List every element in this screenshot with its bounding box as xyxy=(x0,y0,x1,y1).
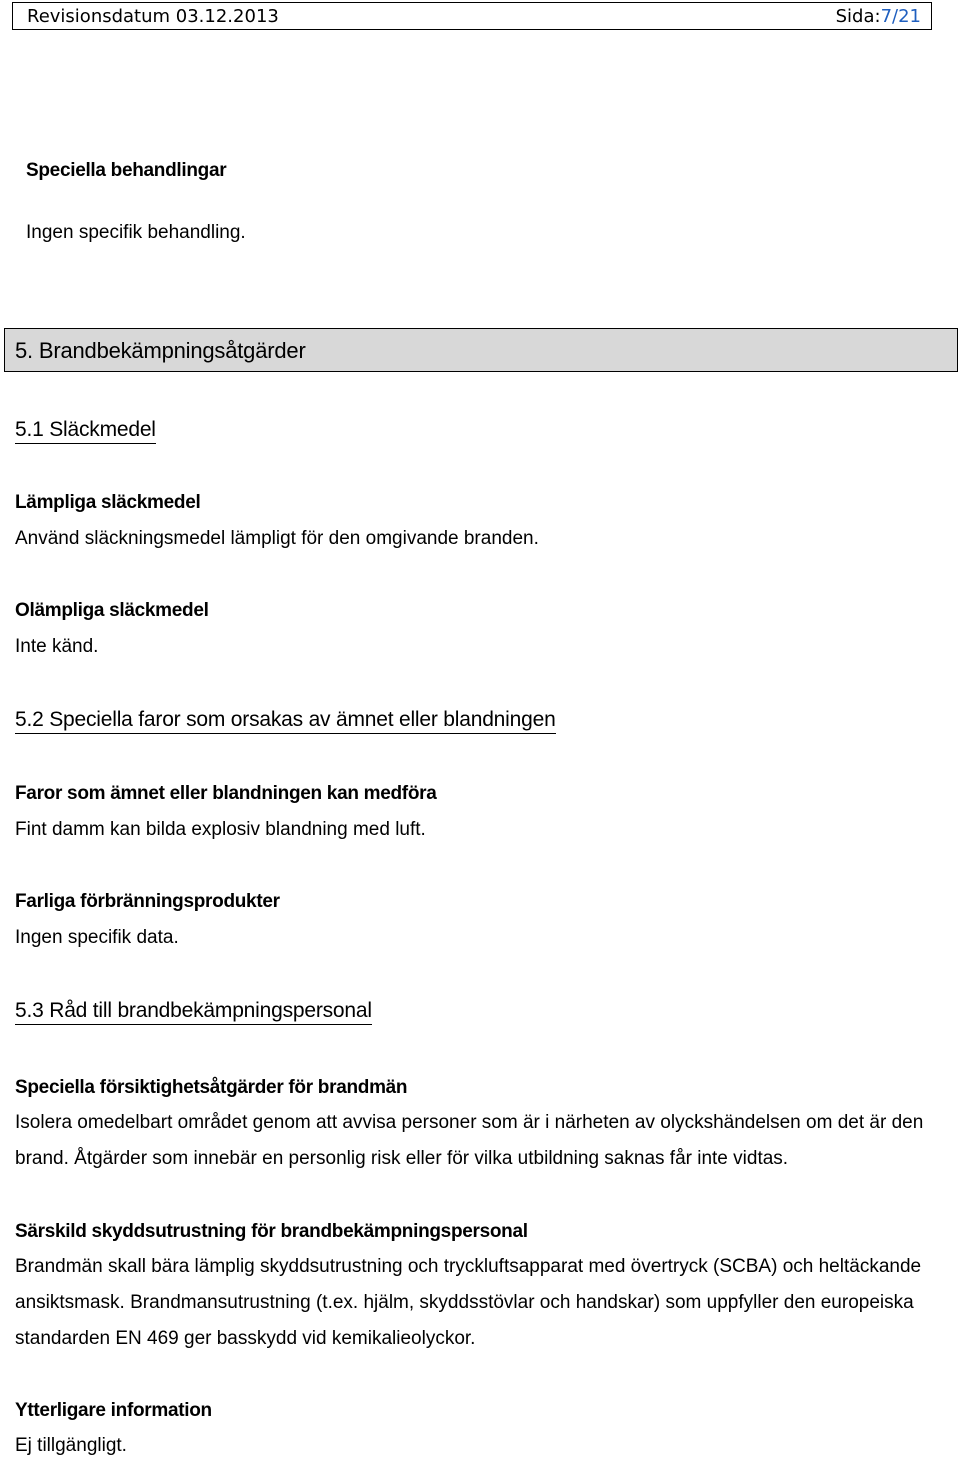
revision-date: Revisionsdatum 03.12.2013 xyxy=(27,6,279,27)
unsuitable-media-heading: Olämpliga släckmedel xyxy=(15,600,209,621)
further-info-text: Ej tillgängligt. xyxy=(15,1435,127,1456)
page-header xyxy=(12,2,932,30)
section-5-1-title-text: 5.1 Släckmedel xyxy=(15,418,156,444)
combustion-products-heading: Farliga förbränningsprodukter xyxy=(15,891,280,912)
section-5-2-title-text: 5.2 Speciella faror som orsakas av ämnet eller blandningen xyxy=(15,708,556,734)
hazards-heading: Faror som ämnet eller blandningen kan medföra xyxy=(15,783,437,804)
section-5-title: 5. Brandbekämpningsåtgärder xyxy=(15,338,306,363)
protective-equipment-text: Brandmän skall bära lämplig skyddsutrustning och tryckluftsapparat med övertryck (SCBA) och heltäckande ansiktsmask. Brandmansutrustning (t.ex. hjälm, skyddsstövlar och handskar) som uppfyller den europeiska standarden EN 469 ger basskydd vid kemikalieolyckor. xyxy=(15,1256,922,1349)
special-handling-text: Ingen specifik behandling. xyxy=(26,222,246,243)
suitable-media-text: Använd släckningsmedel lämpligt för den omgivande branden. xyxy=(15,528,539,549)
further-info-heading: Ytterligare information xyxy=(15,1400,212,1421)
hazards-text: Fint damm kan bilda explosiv blandning med luft. xyxy=(15,819,426,840)
page-number: 7/21 xyxy=(880,6,921,27)
section-5-3-title xyxy=(15,998,372,1024)
section-5-bar xyxy=(4,328,958,372)
special-handling-heading: Speciella behandlingar xyxy=(26,160,227,181)
combustion-products-text: Ingen specifik data. xyxy=(15,927,179,948)
precautions-heading: Speciella försiktighetsåtgärder för brandmän xyxy=(15,1077,408,1098)
protective-equipment-heading: Särskild skyddsutrustning för brandbekämpningspersonal xyxy=(15,1221,528,1242)
page-label: Sida: xyxy=(835,6,881,27)
section-5-3-title-text: 5.3 Råd till brandbekämpningspersonal xyxy=(15,999,372,1025)
section-5-1-title xyxy=(15,417,156,443)
section-5-2-title xyxy=(15,707,556,733)
page-indicator xyxy=(836,6,921,27)
unsuitable-media-text: Inte känd. xyxy=(15,636,99,657)
suitable-media-heading: Lämpliga släckmedel xyxy=(15,492,201,513)
precautions-text: Isolera omedelbart området genom att avvisa personer som är i närheten av olyckshändelsen om det är den brand. Åtgärder som innebär en personlig risk eller för vilka utbildning saknas får inte vidtas. xyxy=(15,1112,924,1169)
